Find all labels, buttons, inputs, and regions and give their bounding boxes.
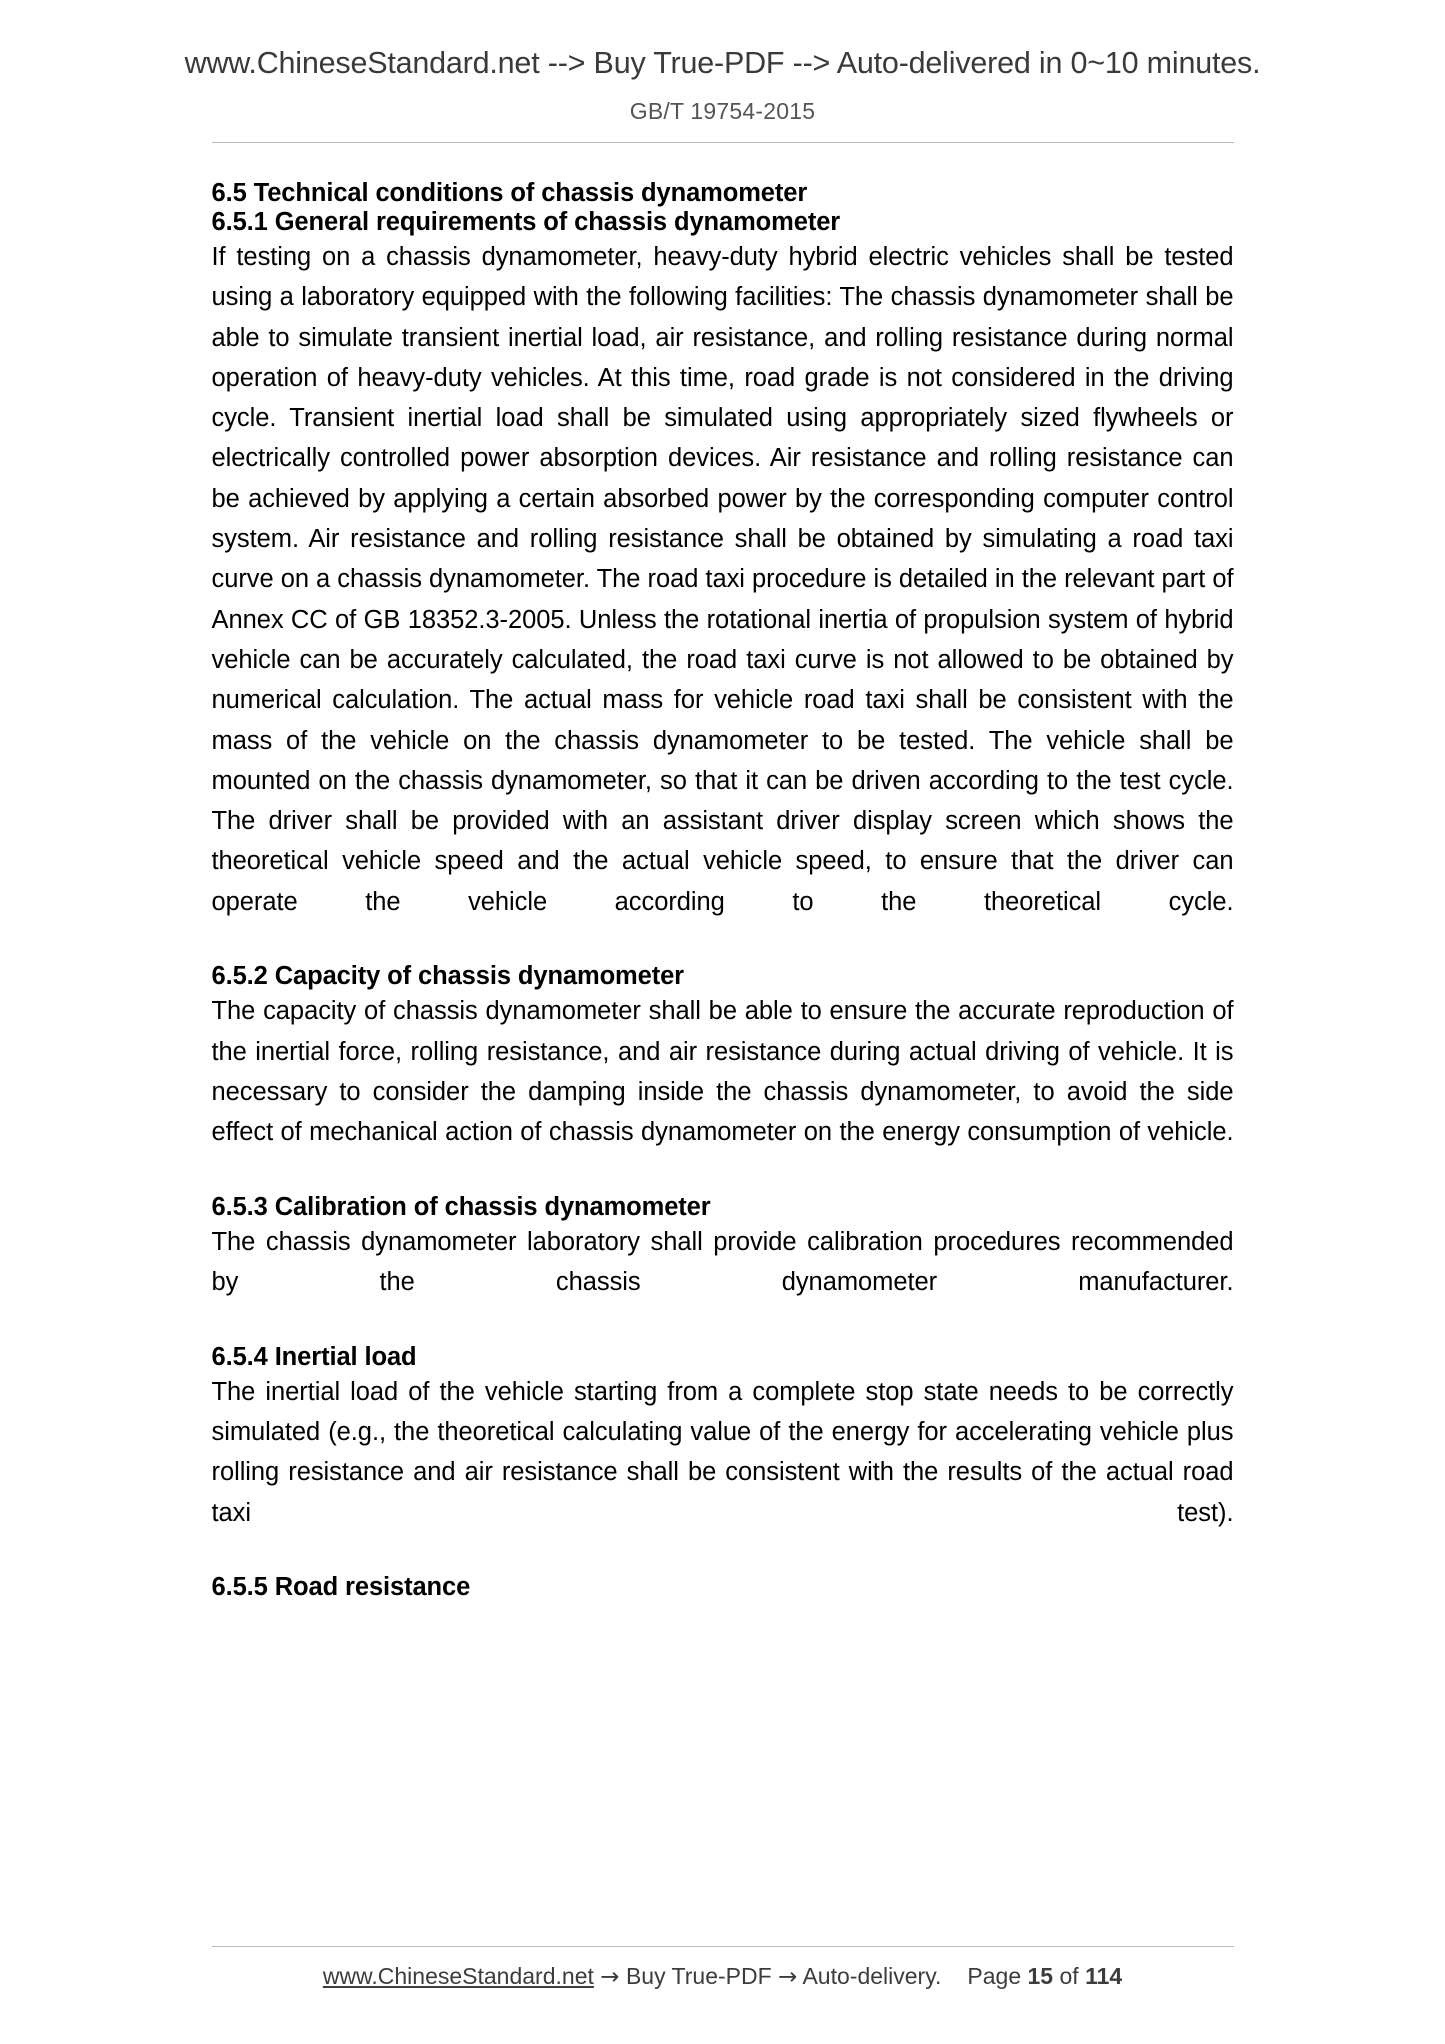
footer-content bbox=[0, 1963, 1445, 1990]
standard-code: GB/T 19754-2015 bbox=[629, 98, 816, 124]
paragraph-6-5-2: The capacity of chassis dynamometer shall be able to ensure the accurate reproduction of the inertial force, rolling resistance, and air resistance during actual driving of vehicle. It is necessary to consider the damping inside the chassis dynamometer, to avoid the side effect of mechanical action of chassis dynamometer on the energy consumption of vehicle. bbox=[211, 997, 1234, 1147]
heading-6-5-3: 6.5.3 Calibration of chassis dynamometer bbox=[211, 1192, 711, 1221]
footer-buy-label: Buy True-PDF bbox=[625, 1963, 772, 1989]
footer-divider bbox=[212, 1946, 1234, 1947]
promo-banner: www.ChineseStandard.net --> Buy True-PDF --> Auto-delivered in 0~10 minutes. bbox=[184, 46, 1261, 80]
paragraph-6-5-3: The chassis dynamometer laboratory shall provide calibration procedures recommended by the chassis dynamometer manufacturer. bbox=[211, 1227, 1234, 1297]
heading-6-5-2: 6.5.2 Capacity of chassis dynamometer bbox=[211, 962, 685, 991]
footer-page-label: Page bbox=[967, 1963, 1022, 1989]
arrow-right-icon-2: → bbox=[778, 1964, 798, 1990]
footer-total-pages: 114 bbox=[1085, 1963, 1123, 1989]
paragraph-6-5-4: The inertial load of the vehicle starting from a complete stop state needs to be correctly simulated (e.g., the theoretical calculating value of the energy for accelerating vehicle plus rolling resistance and air resistance shall be consistent with the results of the actual road taxi test). bbox=[211, 1377, 1234, 1527]
footer-delivery-label: Auto-delivery. bbox=[802, 1963, 942, 1989]
heading-6-5-4: 6.5.4 Inertial load bbox=[211, 1342, 417, 1371]
footer-page-number: 15 bbox=[1027, 1963, 1054, 1989]
footer-of-label: of bbox=[1059, 1963, 1079, 1989]
paragraph-6-5-1: If testing on a chassis dynamometer, heavy-duty hybrid electric vehicles shall be tested using a laboratory equipped with the following facilities: The chassis dynamometer shall be able to simulate transient inertial load, air resistance, and rolling resistance during normal operation of heavy-duty vehicles. At this time, road grade is not considered in the driving cycle. Transient inertial load shall be simulated using appropriately sized flywheels or electrically controlled power absorption devices. Air resistance and rolling resistance can be achieved by applying a certain absorbed power by the corresponding computer control system. Air resistance and rolling resistance shall be obtained by simulating a road taxi curve on a chassis dynamometer. The road taxi procedure is detailed in the relevant part of Annex CC of GB 18352.3-2005. Unless the rotational inertia of propulsion system of hybrid vehicle can be accurately calculated, the road taxi curve is not allowed to be obtained by numerical calculation. The actual mass for vehicle road taxi shall be consistent with the mass of the vehicle on the chassis dynamometer to be tested. The vehicle shall be mounted on the chassis dynamometer, so that it can be driven according to the test cycle. The driver shall be provided with an assistant driver display screen which shows the theoretical vehicle speed and the actual vehicle speed, to ensure that the driver can operate the vehicle according to the theoretical cycle. bbox=[211, 243, 1234, 916]
arrow-right-icon: → bbox=[600, 1964, 620, 1990]
heading-6-5-1: 6.5.1 General requirements of chassis dynamometer bbox=[211, 208, 841, 236]
page-footer bbox=[0, 1946, 1445, 1990]
footer-site-link[interactable]: www.ChineseStandard.net bbox=[322, 1963, 594, 1989]
document-body bbox=[212, 143, 1234, 1602]
heading-6-5: 6.5 Technical conditions of chassis dynamometer bbox=[211, 179, 808, 207]
page-header bbox=[0, 0, 1445, 143]
heading-6-5-5: 6.5.5 Road resistance bbox=[211, 1573, 471, 1602]
